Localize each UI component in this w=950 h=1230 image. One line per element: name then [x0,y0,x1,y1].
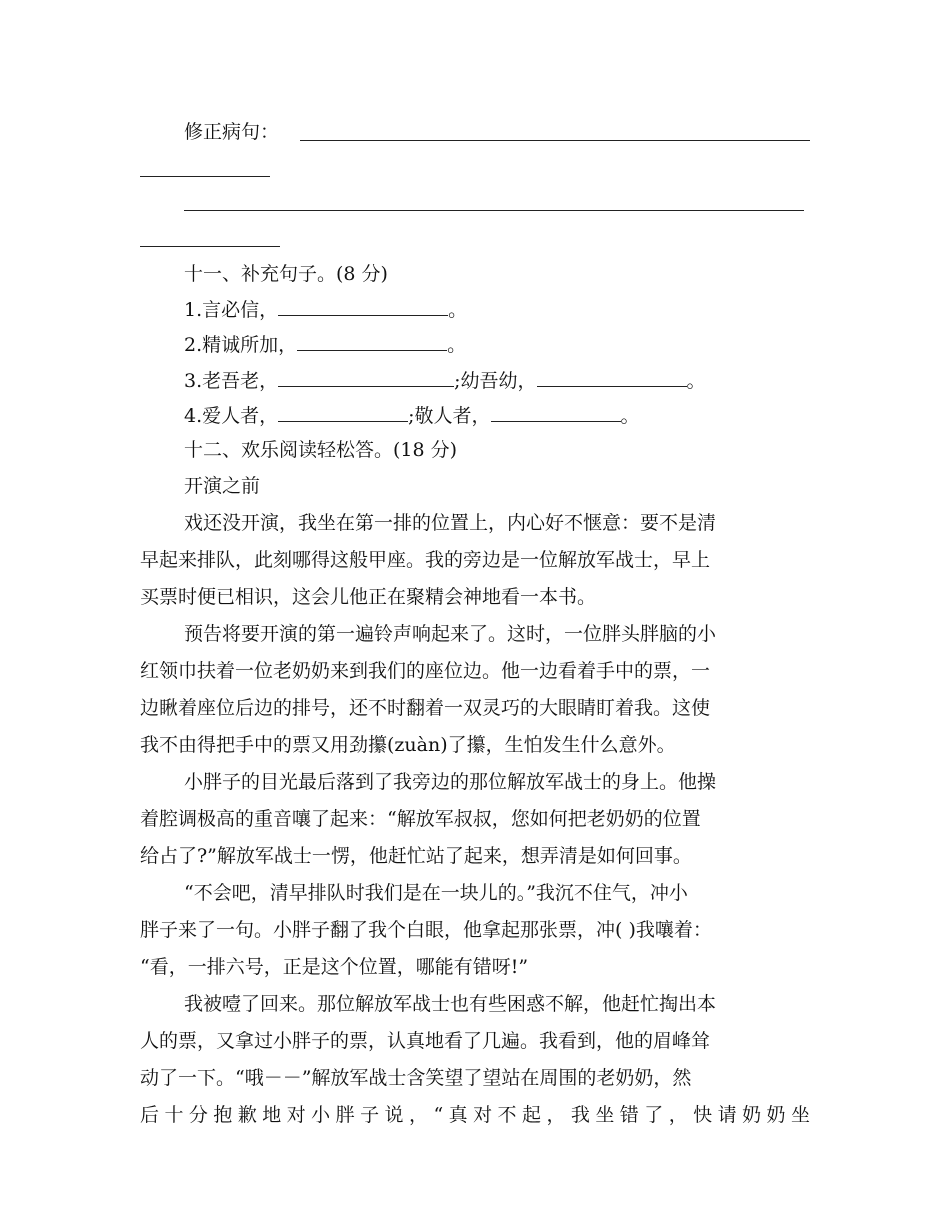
passage-line: 红领巾扶着一位老奶奶来到我们的座位边。他一边看着手中的票，一 [140,660,711,682]
passage-line: 边瞅着座位后边的排号，还不时翻着一双灵巧的大眼睛盯着我。这使 [140,697,711,719]
story-title: 开演之前 [184,475,261,497]
question-11-4: 4.爱人者， ;敬人者， 。 [184,405,640,427]
fill-blank [278,368,454,387]
answer-line-1a [300,140,810,141]
passage-line: “不会吧，清早排队时我们是在一块儿的。”我沉不住气，冲小 [184,882,688,904]
section-12-title: 十二、欢乐阅读轻松答。(18 分) [184,439,458,461]
fill-blank [491,403,621,422]
passage-line: 动了一下。“哦－－”解放军战士含笑望了望站在周围的老奶奶，然 [140,1067,692,1089]
passage-line: 我不由得把手中的票又用劲攥(zuàn)了攥，生怕发生什么意外。 [140,734,676,756]
passage-line: 早起来排队，此刻哪得这般甲座。我的旁边是一位解放军战士，早上 [140,549,711,571]
question-11-1: 1.言必信， 。 [184,299,468,321]
question-11-3: 3.老吾老， ;幼吾幼， 。 [184,370,706,392]
passage-line: “看，一排六号，正是这个位置，哪能有错呀!” [140,956,529,978]
passage-line: 给占了?”解放军战士一愣，他赶忙站了起来，想弄清是如何回事。 [140,845,692,867]
passage-line: 胖子来了一句。小胖子翻了我个白眼，他拿起那张票，冲( )我嚷着： [140,919,712,941]
answer-line-2a [184,210,804,211]
correction-label: 修正病句： [184,121,280,143]
passage-line: 后十分抱歉地对小胖子说，“真对不起，我坐错了，快请奶奶坐 [140,1104,810,1126]
answer-line-1b [140,176,270,177]
passage-line: 预告将要开演的第一遍铃声响起来了。这时，一位胖头胖脑的小 [184,623,717,645]
passage-line: 买票时便已相识，这会儿他正在聚精会神地看一本书。 [140,586,597,608]
passage-line: 戏还没开演，我坐在第一排的位置上，内心好不惬意：要不是清 [184,512,717,534]
fill-blank [537,368,687,387]
passage-line: 小胖子的目光最后落到了我旁边的那位解放军战士的身上。他操 [184,771,717,793]
fill-blank [278,297,448,316]
passage-line: 着腔调极高的重音嚷了起来：“解放军叔叔，您如何把老奶奶的位置 [140,808,701,830]
passage-line: 我被噎了回来。那位解放军战士也有些困惑不解，他赶忙掏出本 [184,993,717,1015]
answer-line-2b [140,246,280,247]
fill-blank [278,403,408,422]
question-11-2: 2.精诚所加， 。 [184,334,467,356]
section-11-title: 十一、补充句子。(8 分) [184,263,388,285]
passage-line: 人的票，又拿过小胖子的票，认真地看了几遍。我看到，他的眉峰耸 [140,1030,711,1052]
fill-blank [297,332,447,351]
